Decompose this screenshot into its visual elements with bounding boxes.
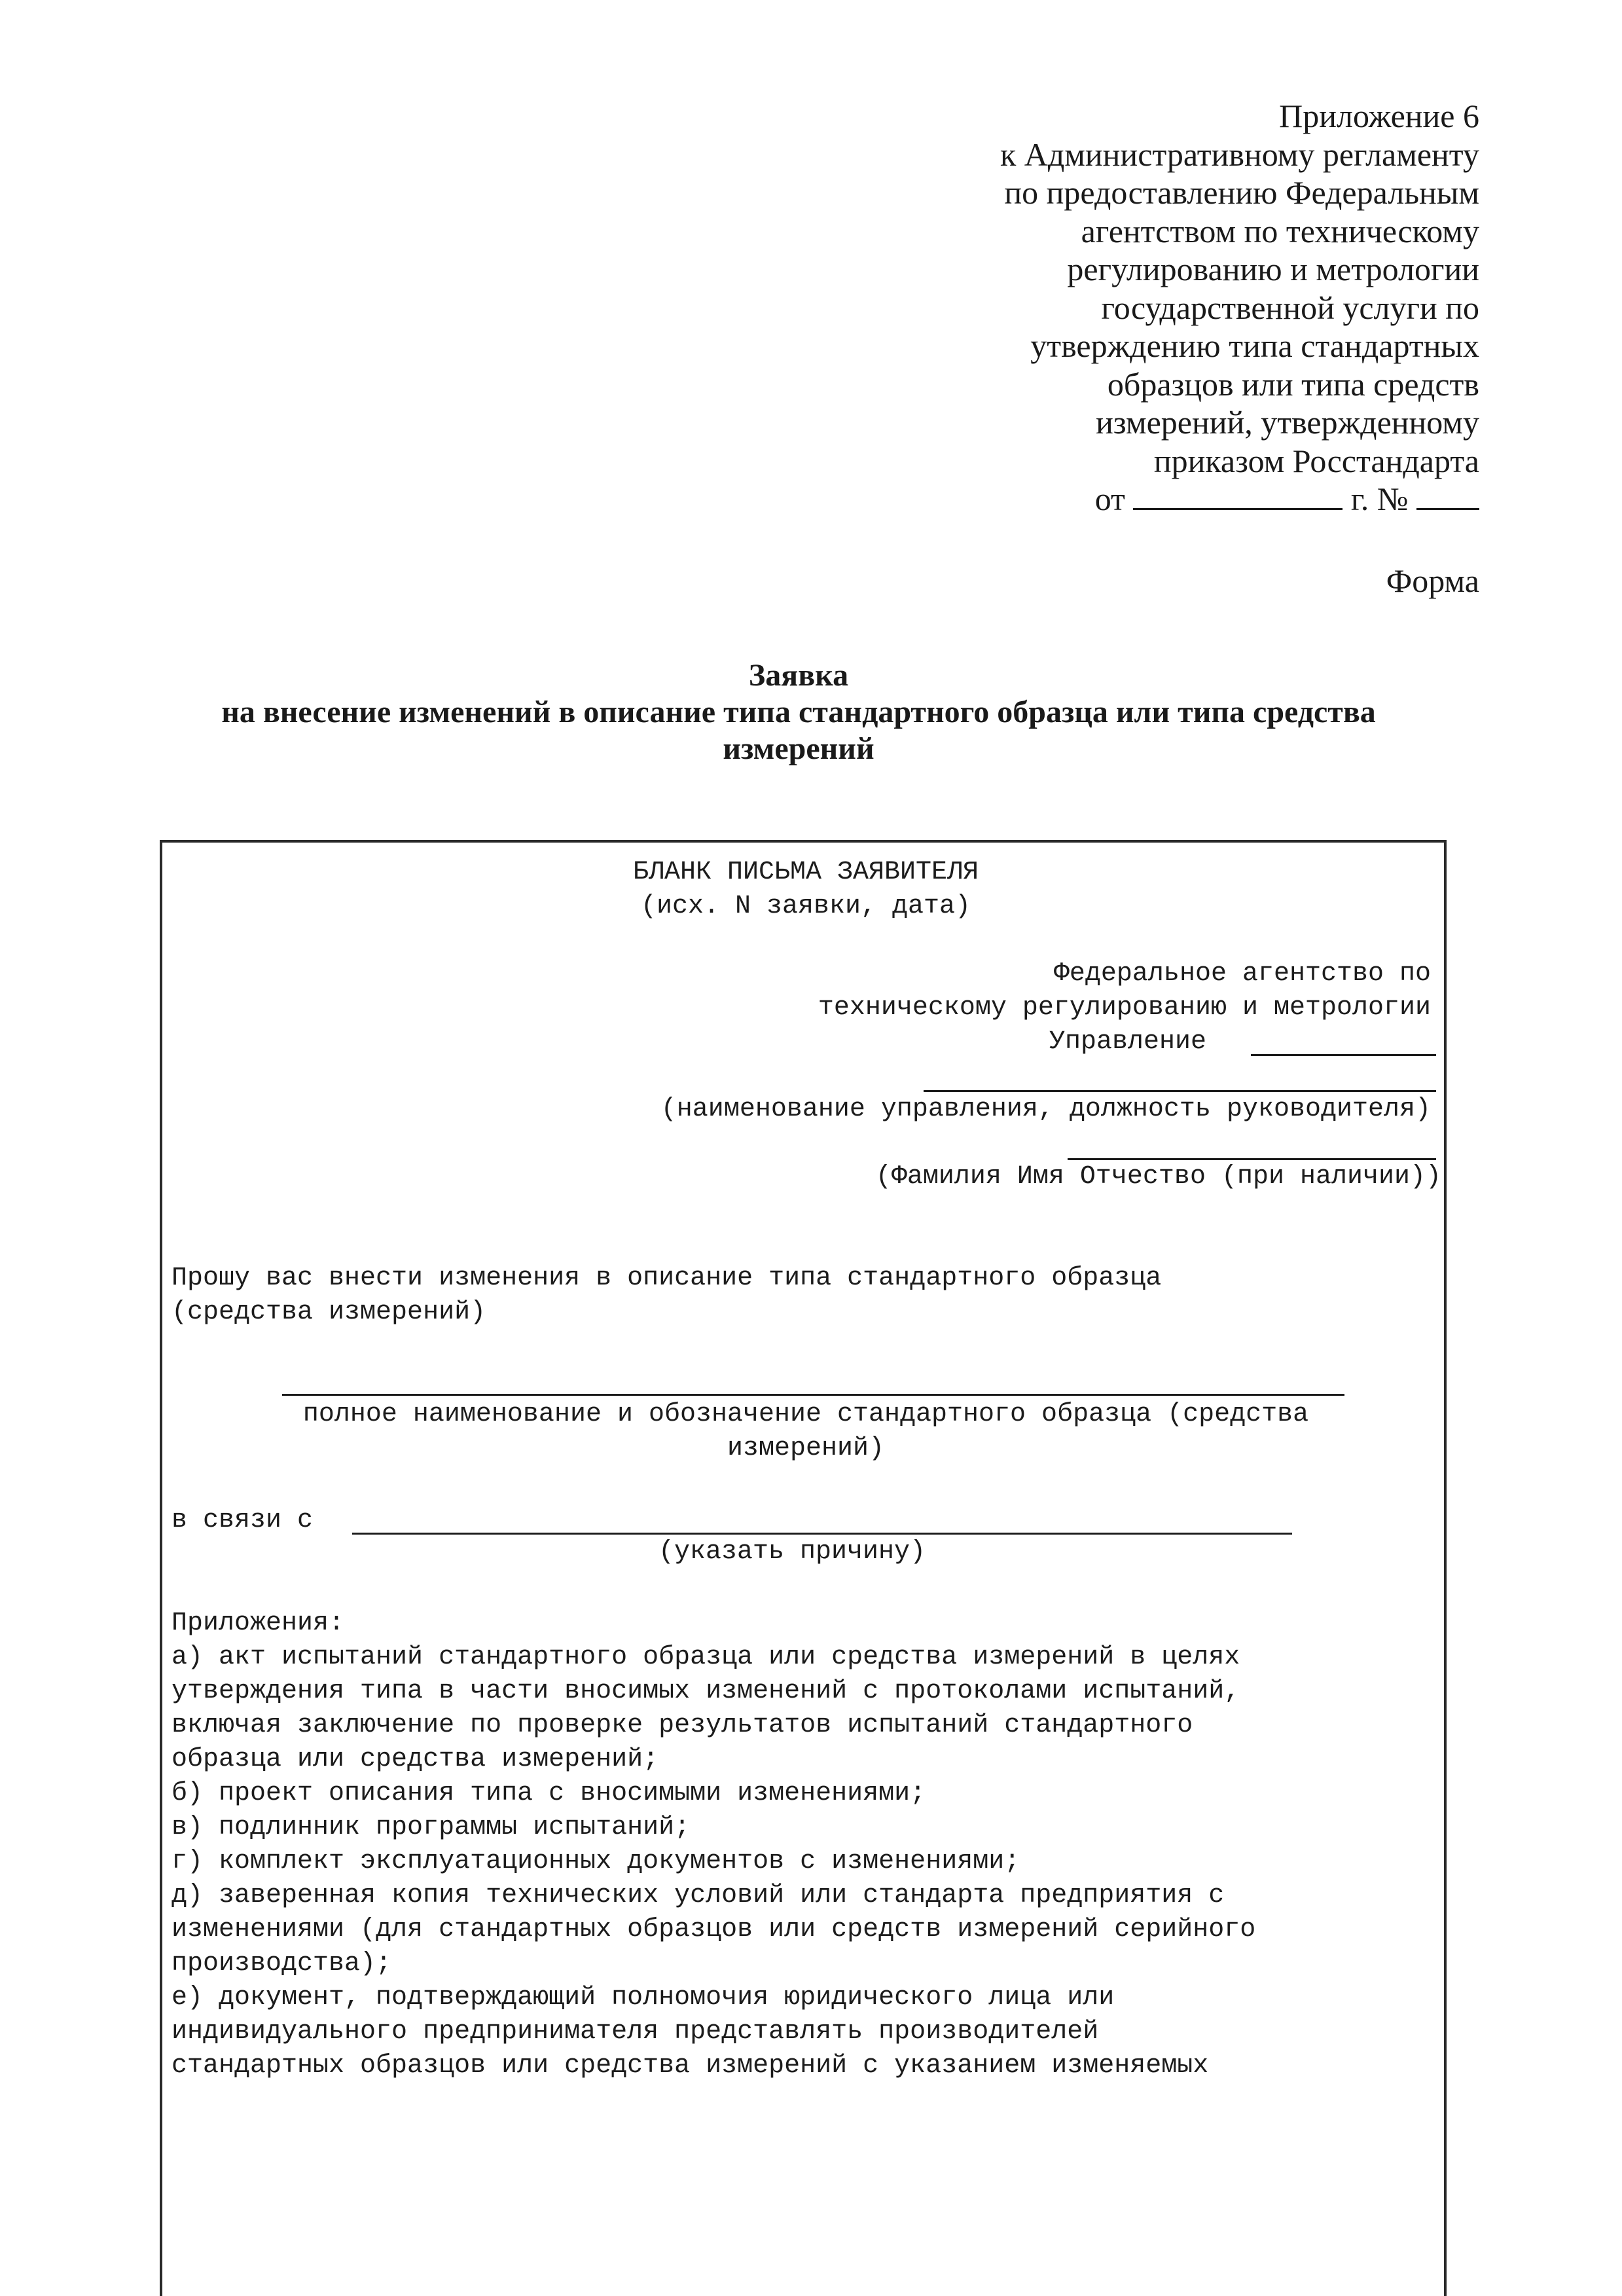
- header-line: агентством по техническому: [1081, 212, 1479, 249]
- header-line: государственной услуги по: [1101, 289, 1479, 326]
- reason-hint: (указать причину): [658, 1537, 926, 1567]
- reason-label: в связи с: [171, 1506, 314, 1535]
- person-name-hint: (Фамилия Имя Отчество (при наличии)): [875, 1162, 1441, 1192]
- attachment-line: е) документ, подтверждающий полномочия юридического лица или: [171, 1983, 1115, 2013]
- reason-blank[interactable]: [352, 1533, 1292, 1535]
- date-blank[interactable]: [1133, 482, 1343, 510]
- attachment-line: а) акт испытаний стандартного образца или средства измерений в целях: [171, 1643, 1240, 1672]
- title-line-3: измерений: [723, 731, 874, 766]
- request-text-line-2: (средства измерений): [171, 1298, 486, 1327]
- department-position-blank[interactable]: [924, 1090, 1436, 1092]
- attachment-line: б) проект описания типа с вносимыми изменениями;: [171, 1779, 926, 1808]
- header-line: образцов или типа средств: [1107, 365, 1479, 403]
- attachment-line: утверждения типа в части вносимых изменений с протоколами испытаний,: [171, 1677, 1240, 1706]
- form-label: Форма: [1386, 562, 1479, 599]
- attachment-line: д) заверенная копия технических условий или стандарта предприятия с: [171, 1881, 1225, 1910]
- product-name-hint-line-1: полное наименование и обозначение стандартного образца (средства: [302, 1400, 1309, 1429]
- number-blank[interactable]: [1416, 482, 1479, 510]
- header-line: утверждению типа стандартных: [1030, 327, 1479, 364]
- department-position-hint: (наименование управления, должность руководителя): [660, 1095, 1431, 1124]
- header-line: к Административному регламенту: [1000, 136, 1479, 173]
- attachment-line: г) комплект эксплуатационных документов с изменениями;: [171, 1847, 1020, 1876]
- attachment-line: включая заключение по проверке результатов испытаний стандартного: [171, 1711, 1193, 1740]
- document-title: [157, 657, 1440, 767]
- attachments-title: Приложения:: [171, 1609, 345, 1638]
- appendix-header: [890, 97, 1479, 519]
- date-year-number: г. №: [1350, 481, 1409, 517]
- header-line: измерений, утвержденному: [1096, 404, 1479, 441]
- order-date-line: [890, 480, 1479, 519]
- header-line: Приложение 6: [1279, 98, 1479, 134]
- letterhead-title: БЛАНК ПИСЬМА ЗАЯВИТЕЛЯ: [632, 858, 979, 887]
- attachment-line: в) подлинник программы испытаний;: [171, 1813, 691, 1842]
- department-name-blank[interactable]: [1251, 1054, 1436, 1056]
- product-name-blank[interactable]: [282, 1394, 1344, 1396]
- department-label: Управление: [1049, 1027, 1207, 1057]
- attachment-line: образца или средства измерений;: [171, 1745, 659, 1774]
- header-line: приказом Росстандарта: [1153, 442, 1479, 479]
- title-line-1: Заявка: [748, 658, 849, 693]
- header-line: регулированию и метрологии: [1067, 251, 1479, 287]
- product-name-hint-line-2: измерений): [727, 1434, 885, 1463]
- attachment-line: индивидуального предпринимателя представлять производителей: [171, 2017, 1099, 2047]
- request-text-line-1: Прошу вас внести изменения в описание типа стандартного образца: [171, 1264, 1162, 1293]
- header-line: по предоставлению Федеральным: [1004, 174, 1479, 211]
- date-prefix: от: [1094, 481, 1125, 517]
- attachment-line: стандартных образцов или средства измерений с указанием изменяемых: [171, 2051, 1209, 2081]
- application-letter-frame: [160, 840, 1447, 2296]
- outgoing-number-hint: (исх. N заявки, дата): [640, 892, 971, 921]
- attachment-line: изменениями (для стандартных образцов или средств измерений серийного: [171, 1915, 1256, 1944]
- attachment-line: производства);: [171, 1949, 392, 1978]
- recipient-agency-line-1: Федеральное агентство по: [1053, 959, 1431, 989]
- title-line-2: на внесение изменений в описание типа стандартного образца или типа средства: [221, 695, 1376, 729]
- recipient-agency-line-2: техническому регулированию и метрологии: [818, 993, 1431, 1023]
